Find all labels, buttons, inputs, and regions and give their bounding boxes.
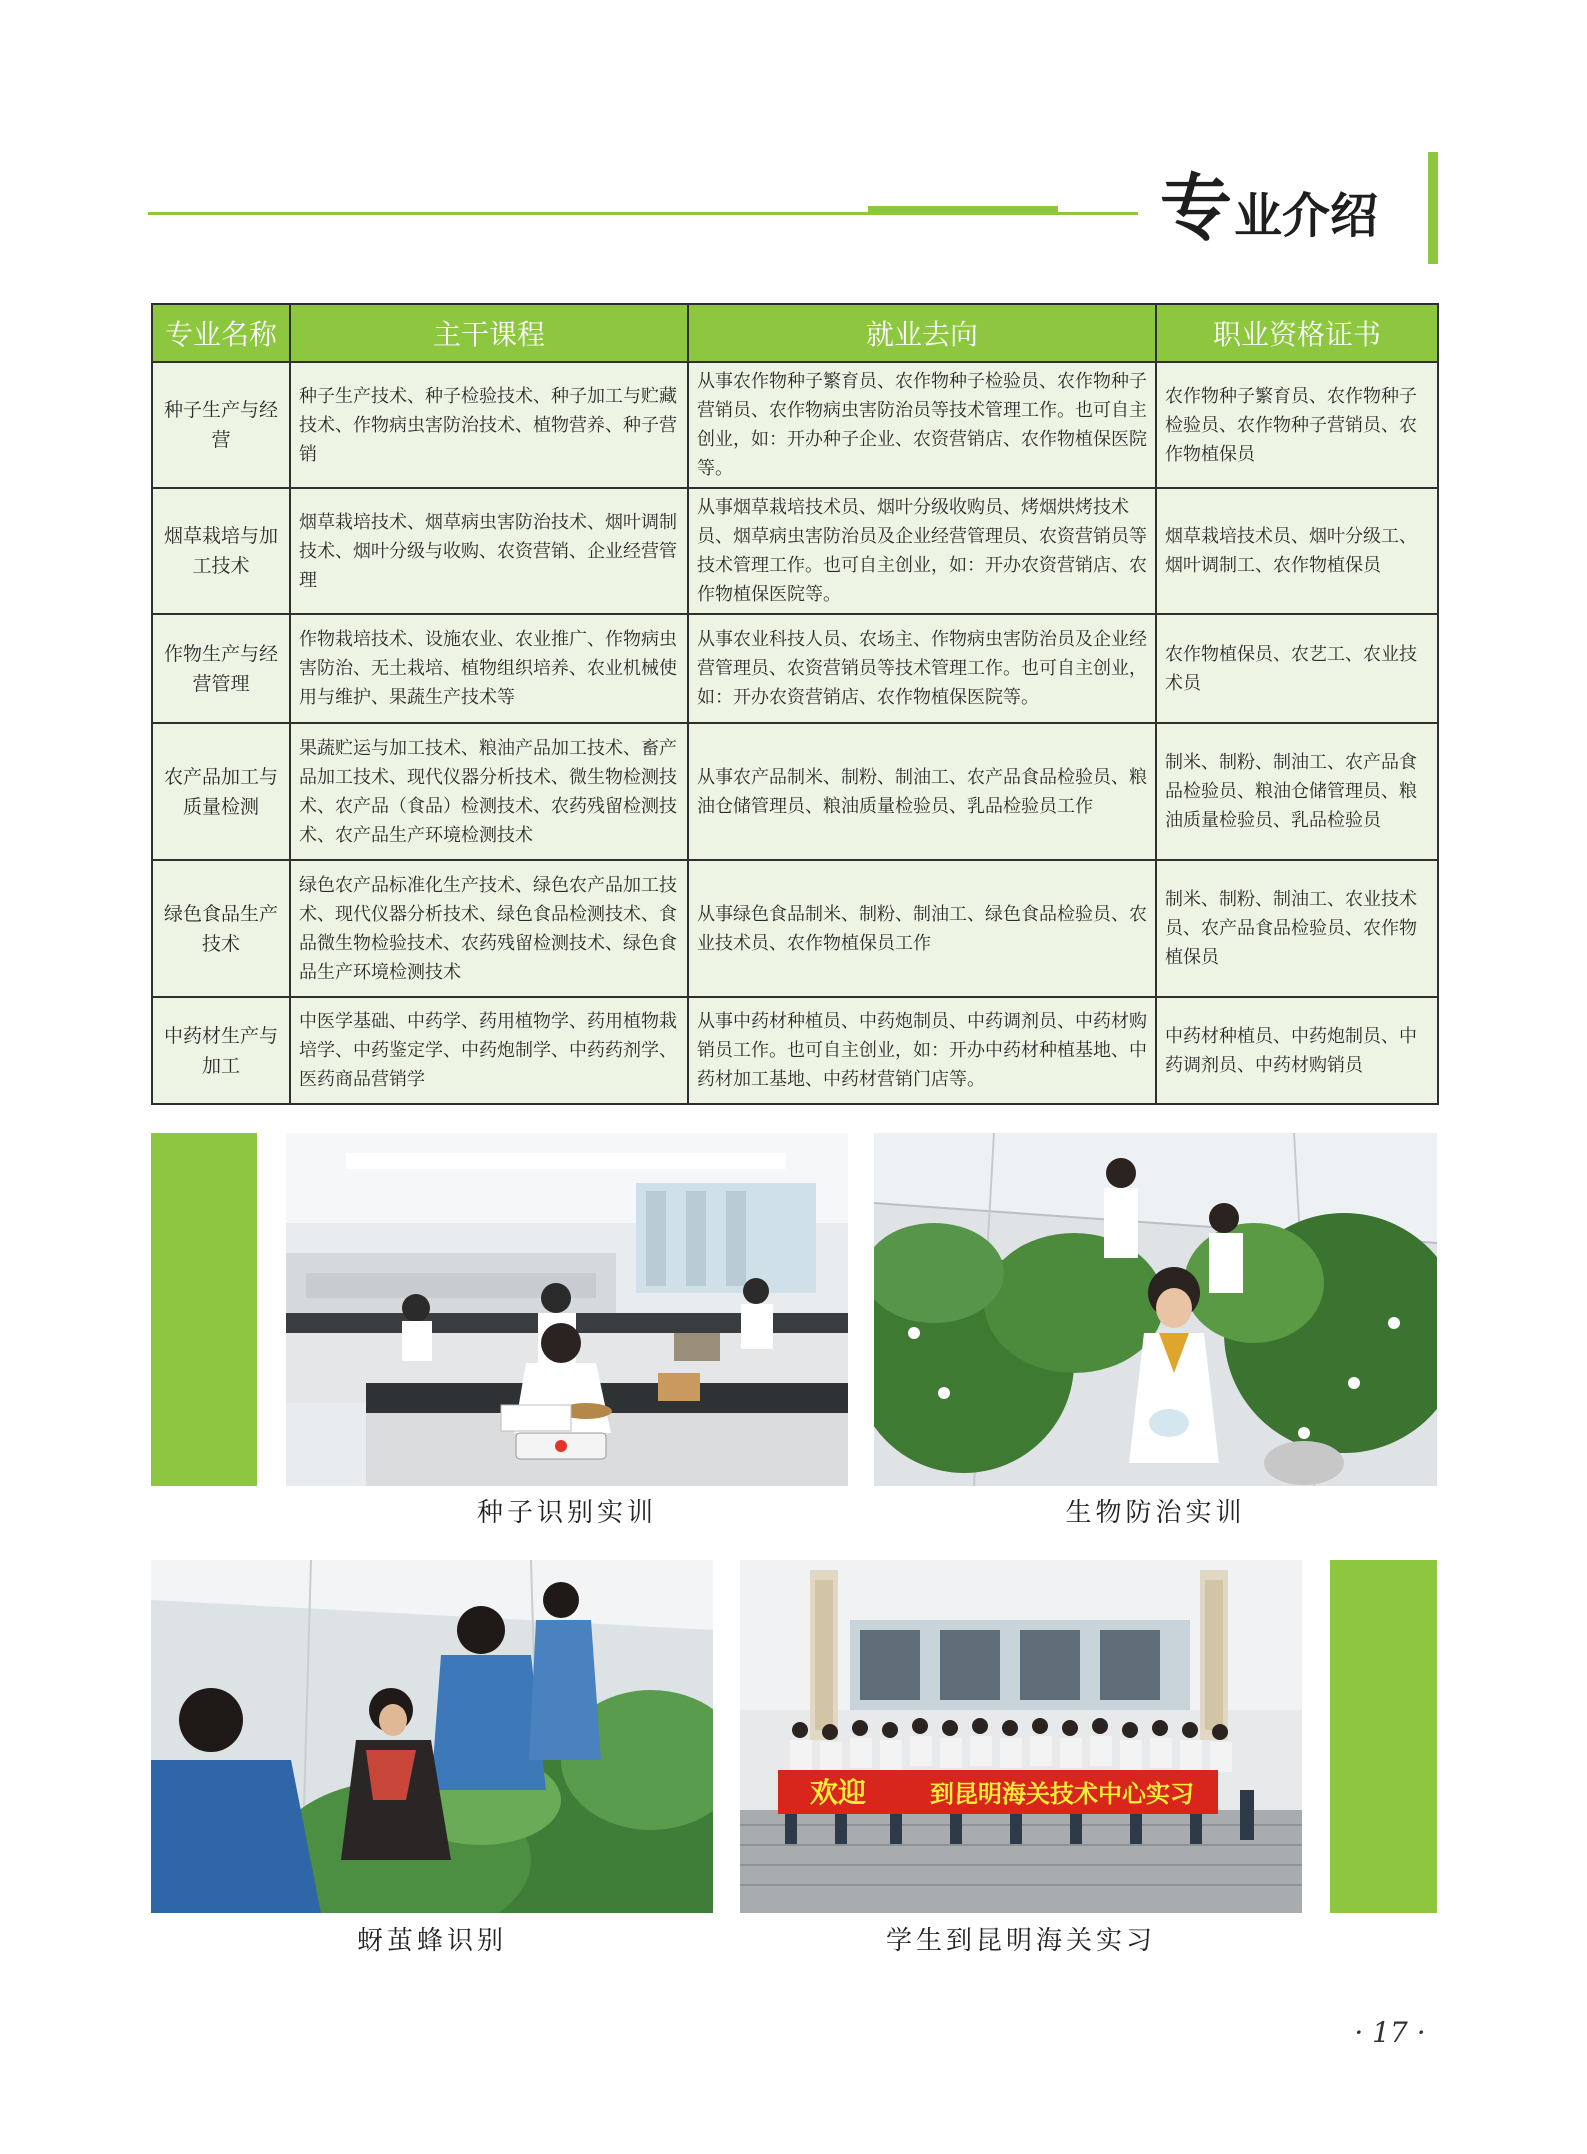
table-row	[152, 362, 1438, 488]
major-employment: 从事中药材种植员、中药炮制员、中药调剂员、中药材购销员工作。也可自主创业，如：开办中药材种植基地、中药材加工基地、中药材营销门店等。	[688, 997, 1156, 1104]
major-name: 烟草栽培与加工技术	[152, 488, 290, 614]
major-employment: 从事绿色食品制米、制粉、制油工、绿色食品检验员、农业技术员、农作物植保员工作	[688, 860, 1156, 997]
tobacco-scene	[151, 1560, 713, 1913]
page-title-rest: 业介绍	[1234, 188, 1379, 244]
header-vertical-bar	[1428, 152, 1438, 264]
major-employment: 从事农产品制米、制粉、制油工、农产品食品检验员、粮油仓储管理员、粮油质量检验员、乳品检验员工作	[688, 723, 1156, 860]
major-employment: 从事烟草栽培技术员、烟叶分级收购员、烤烟烘烤技术员、烟草病虫害防治员及企业经营管理员、农资营销员等技术管理工作。也可自主创业，如：开办农资营销店、农作物植保医院等。	[688, 488, 1156, 614]
major-courses: 中医学基础、中药学、药用植物学、药用植物栽培学、中药鉴定学、中药炮制学、中药药剂学、医药商品营销学	[290, 997, 688, 1104]
major-name: 种子生产与经营	[152, 362, 290, 488]
majors-table	[151, 303, 1439, 1105]
major-certificates: 烟草栽培技术员、烟叶分级工、烟叶调制工、农作物植保员	[1156, 488, 1438, 614]
page-title	[1160, 168, 1378, 248]
page-number: · 17 ·	[1354, 2016, 1426, 2049]
table-row	[152, 860, 1438, 997]
major-employment: 从事农业科技人员、农场主、作物病虫害防治员及企业经营管理员、农资营销员等技术管理工作。也可自主创业，如：开办农资营销店、农作物植保医院等。	[688, 614, 1156, 723]
banner-text-main: 到昆明海关技术中心实习	[930, 1780, 1194, 1808]
table-row	[152, 997, 1438, 1104]
major-name: 农产品加工与质量检测	[152, 723, 290, 860]
header-rule-accent	[868, 206, 1058, 215]
major-employment: 从事农作物种子繁育员、农作物种子检验员、农作物种子营销员、农作物病虫害防治员等技术管理工作。也可自主创业，如：开办种子企业、农资营销店、农作物植保医院等。	[688, 362, 1156, 488]
major-name: 作物生产与经营管理	[152, 614, 290, 723]
major-certificates: 中药材种植员、中药炮制员、中药调剂员、中药材购销员	[1156, 997, 1438, 1104]
caption-biocontrol: 生物防治实训	[1065, 1498, 1246, 1528]
major-name: 绿色食品生产技术	[152, 860, 290, 997]
major-certificates: 农作物种子繁育员、农作物种子检验员、农作物种子营销员、农作物植保员	[1156, 362, 1438, 488]
caption-aphid-wasp: 蚜茧蜂识别	[356, 1926, 507, 1956]
caption-customs-visit: 学生到昆明海关实习	[885, 1926, 1156, 1956]
col-header-major: 专业名称	[152, 304, 290, 362]
major-courses: 作物栽培技术、设施农业、农业推广、作物病虫害防治、无土栽培、植物组织培养、农业机械使用与维护、果蔬生产技术等	[290, 614, 688, 723]
greenhouse-scene	[874, 1133, 1437, 1486]
major-courses: 绿色农产品标准化生产技术、绿色农产品加工技术、现代仪器分析技术、绿色食品检测技术、食品微生物检验技术、农药残留检测技术、绿色食品生产环境检测技术	[290, 860, 688, 997]
major-certificates: 制米、制粉、制油工、农业技术员、农产品食品检验员、农作物植保员	[1156, 860, 1438, 997]
col-header-courses: 主干课程	[290, 304, 688, 362]
accent-block-left	[151, 1133, 257, 1486]
lab-scene	[286, 1133, 848, 1486]
photo-biocontrol	[874, 1133, 1437, 1486]
banner-text-welcome: 欢迎	[810, 1776, 867, 1809]
col-header-employment: 就业去向	[688, 304, 1156, 362]
major-courses: 烟草栽培技术、烟草病虫害防治技术、烟叶调制技术、烟叶分级与收购、农资营销、企业经营管理	[290, 488, 688, 614]
photo-aphid-wasp	[151, 1560, 713, 1913]
table-row	[152, 723, 1438, 860]
major-certificates: 制米、制粉、制油工、农产品食品检验员、粮油仓储管理员、粮油质量检验员、乳品检验员	[1156, 723, 1438, 860]
caption-seed-lab: 种子识别实训	[476, 1498, 657, 1528]
major-courses: 果蔬贮运与加工技术、粮油产品加工技术、畜产品加工技术、现代仪器分析技术、微生物检测技术、农产品（食品）检测技术、农药残留检测技术、农产品生产环境检测技术	[290, 723, 688, 860]
photo-customs-visit	[740, 1560, 1302, 1913]
accent-block-right	[1330, 1560, 1437, 1913]
photo-seed-lab	[286, 1133, 848, 1486]
table-row	[152, 488, 1438, 614]
table-header-row	[152, 304, 1438, 362]
major-courses: 种子生产技术、种子检验技术、种子加工与贮藏技术、作物病虫害防治技术、植物营养、种子营销	[290, 362, 688, 488]
col-header-certificates: 职业资格证书	[1156, 304, 1438, 362]
table-row	[152, 614, 1438, 723]
major-certificates: 农作物植保员、农艺工、农业技术员	[1156, 614, 1438, 723]
customs-scene	[740, 1560, 1302, 1913]
major-name: 中药材生产与加工	[152, 997, 290, 1104]
page-title-big: 专	[1160, 166, 1233, 250]
